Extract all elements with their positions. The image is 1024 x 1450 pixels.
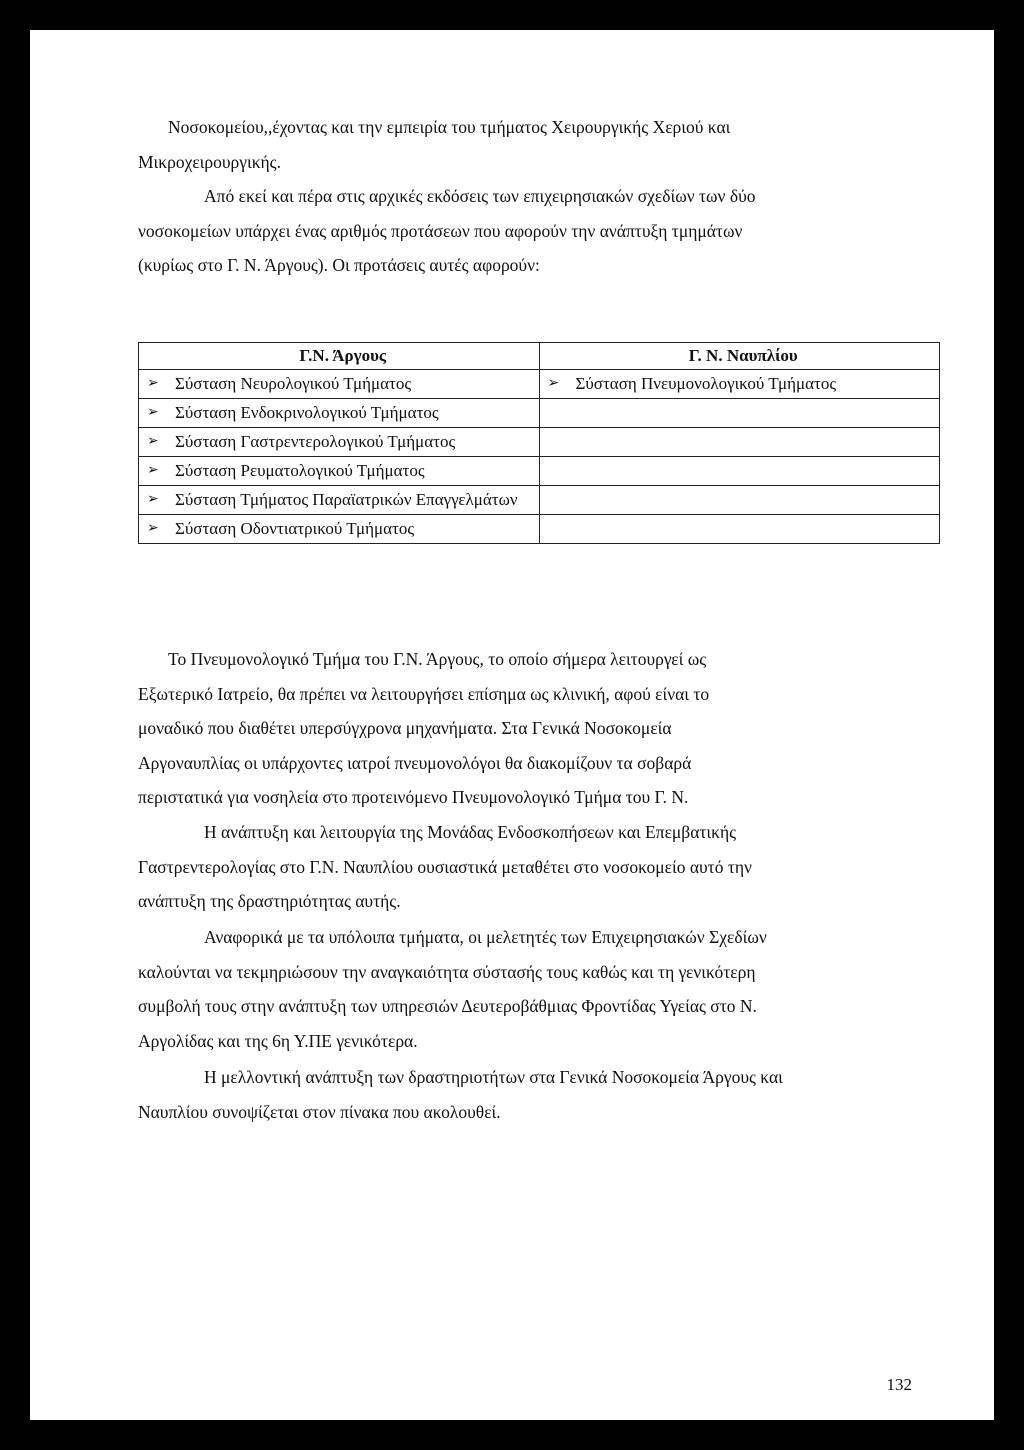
text-line: Ναυπλίου συνοψίζεται στον πίνακα που ακολουθεί. bbox=[138, 1101, 501, 1122]
text-line: Νοσοκομείου,,έχοντας και την εμπειρία του τμήματος Χειρουργικής Χεριού και bbox=[168, 117, 731, 137]
table-cell bbox=[539, 515, 940, 544]
cell-text: Σύσταση Τμήματος Παραϊατρικών Επαγγελμάτων bbox=[175, 490, 518, 509]
text-line: Γαστρεντερολογίας στο Γ.Ν. Ναυπλίου ουσιαστικά μεταθέτει στο νοσοκομείο αυτό την bbox=[138, 856, 752, 877]
departments-table bbox=[138, 342, 940, 544]
paragraph-endoscopy bbox=[138, 815, 940, 919]
text-line: Εξωτερικό Ιατρείο, θα πρέπει να λειτουργήσει επίσημα ως κλινική, αφού είναι το bbox=[138, 683, 710, 704]
table-row bbox=[139, 428, 940, 457]
paragraph-other-departments bbox=[138, 920, 940, 1058]
table-row bbox=[139, 370, 940, 399]
page-number: 132 bbox=[886, 1375, 912, 1394]
table-row bbox=[139, 515, 940, 544]
text-line: καλούνται να τεκμηριώσουν την αναγκαιότητα σύστασής τους καθώς και τη γενικότερη bbox=[138, 961, 756, 982]
cell-text: Σύσταση Ενδοκρινολογικού Τμήματος bbox=[175, 403, 439, 422]
table-cell bbox=[539, 486, 940, 515]
table-cell bbox=[539, 428, 940, 457]
paragraph-pulmonology bbox=[138, 642, 940, 815]
table-cell bbox=[539, 457, 940, 486]
text-line: Η ανάπτυξη και λειτουργία της Μονάδας Ενδοσκοπήσεων και Επεμβατικής bbox=[204, 822, 737, 842]
table-cell bbox=[539, 370, 940, 399]
table-cell bbox=[139, 515, 540, 544]
document-page bbox=[30, 30, 994, 1420]
cell-text: Σύσταση Γαστρεντερολογικού Τμήματος bbox=[175, 432, 456, 451]
cell-text: Σύσταση Νευρολογικού Τμήματος bbox=[175, 374, 412, 393]
arrow-bullet-icon: ➢ bbox=[147, 492, 159, 507]
text-line: νοσοκομείων υπάρχει ένας αριθμός προτάσεων που αφορούν την ανάπτυξη τμημάτων bbox=[138, 220, 743, 241]
text-line: Το Πνευμονολογικό Τμήμα του Γ.Ν. Άργους, το οποίο σήμερα λειτουργεί ως bbox=[168, 649, 707, 669]
table-cell bbox=[139, 457, 540, 486]
arrow-bullet-icon: ➢ bbox=[547, 376, 560, 391]
table-header-row bbox=[139, 343, 940, 370]
text-line: Αργολίδας και της 6η Υ.ΠΕ γενικότερα. bbox=[138, 1030, 418, 1051]
intro-paragraph bbox=[138, 110, 940, 283]
text-line: Αργοναυπλίας οι υπάρχοντες ιατροί πνευμονολόγοι θα διακομίζουν τα σοβαρά bbox=[138, 752, 692, 773]
arrow-bullet-icon: ➢ bbox=[147, 463, 159, 478]
table-row bbox=[139, 486, 940, 515]
table-cell bbox=[139, 399, 540, 428]
text-line: Μικροχειρουργικής. bbox=[138, 151, 281, 172]
text-line: συμβολή τους στην ανάπτυξη των υπηρεσιών Δευτεροβάθμιας Φροντίδας Υγείας στο Ν. bbox=[138, 996, 757, 1016]
text-line: (κυρίως στο Γ. Ν. Άργους). Οι προτάσεις αυτές αφορούν: bbox=[138, 255, 540, 275]
header-nafplio: Γ. Ν. Ναυπλίου bbox=[539, 343, 940, 370]
table-cell bbox=[139, 370, 540, 399]
arrow-bullet-icon: ➢ bbox=[147, 405, 159, 420]
arrow-bullet-icon: ➢ bbox=[147, 521, 159, 536]
cell-text: Σύσταση Πνευμονολογικού Τμήματος bbox=[575, 374, 837, 393]
text-line: Αναφορικά με τα υπόλοιπα τμήματα, οι μελετητές των Επιχειρησιακών Σχεδίων bbox=[204, 927, 767, 947]
paragraph-future bbox=[138, 1060, 940, 1129]
table-cell bbox=[139, 486, 540, 515]
text-line: ανάπτυξη της δραστηριότητας αυτής. bbox=[138, 891, 401, 911]
table-cell bbox=[139, 428, 540, 457]
text-line: μοναδικό που διαθέτει υπερσύγχρονα μηχανήματα. Στα Γενικά Νοσοκομεία bbox=[138, 718, 672, 738]
arrow-bullet-icon: ➢ bbox=[147, 434, 159, 449]
text-line: περιστατικά για νοσηλεία στο προτεινόμενο Πνευμονολογικό Τμήμα του Γ. Ν. bbox=[138, 787, 689, 807]
arrow-bullet-icon: ➢ bbox=[147, 376, 159, 391]
table-cell bbox=[539, 399, 940, 428]
table-row bbox=[139, 457, 940, 486]
cell-text: Σύσταση Οδοντιατρικού Τμήματος bbox=[175, 519, 415, 538]
table-row bbox=[139, 399, 940, 428]
text-line: Από εκεί και πέρα στις αρχικές εκδόσεις των επιχειρησιακών σχεδίων των δύο bbox=[204, 186, 756, 206]
header-argos: Γ.Ν. Άργους bbox=[139, 343, 540, 370]
cell-text: Σύσταση Ρευματολογικού Τμήματος bbox=[175, 461, 425, 480]
text-line: Η μελλοντική ανάπτυξη των δραστηριοτήτων στα Γενικά Νοσοκομεία Άργους και bbox=[204, 1067, 783, 1087]
